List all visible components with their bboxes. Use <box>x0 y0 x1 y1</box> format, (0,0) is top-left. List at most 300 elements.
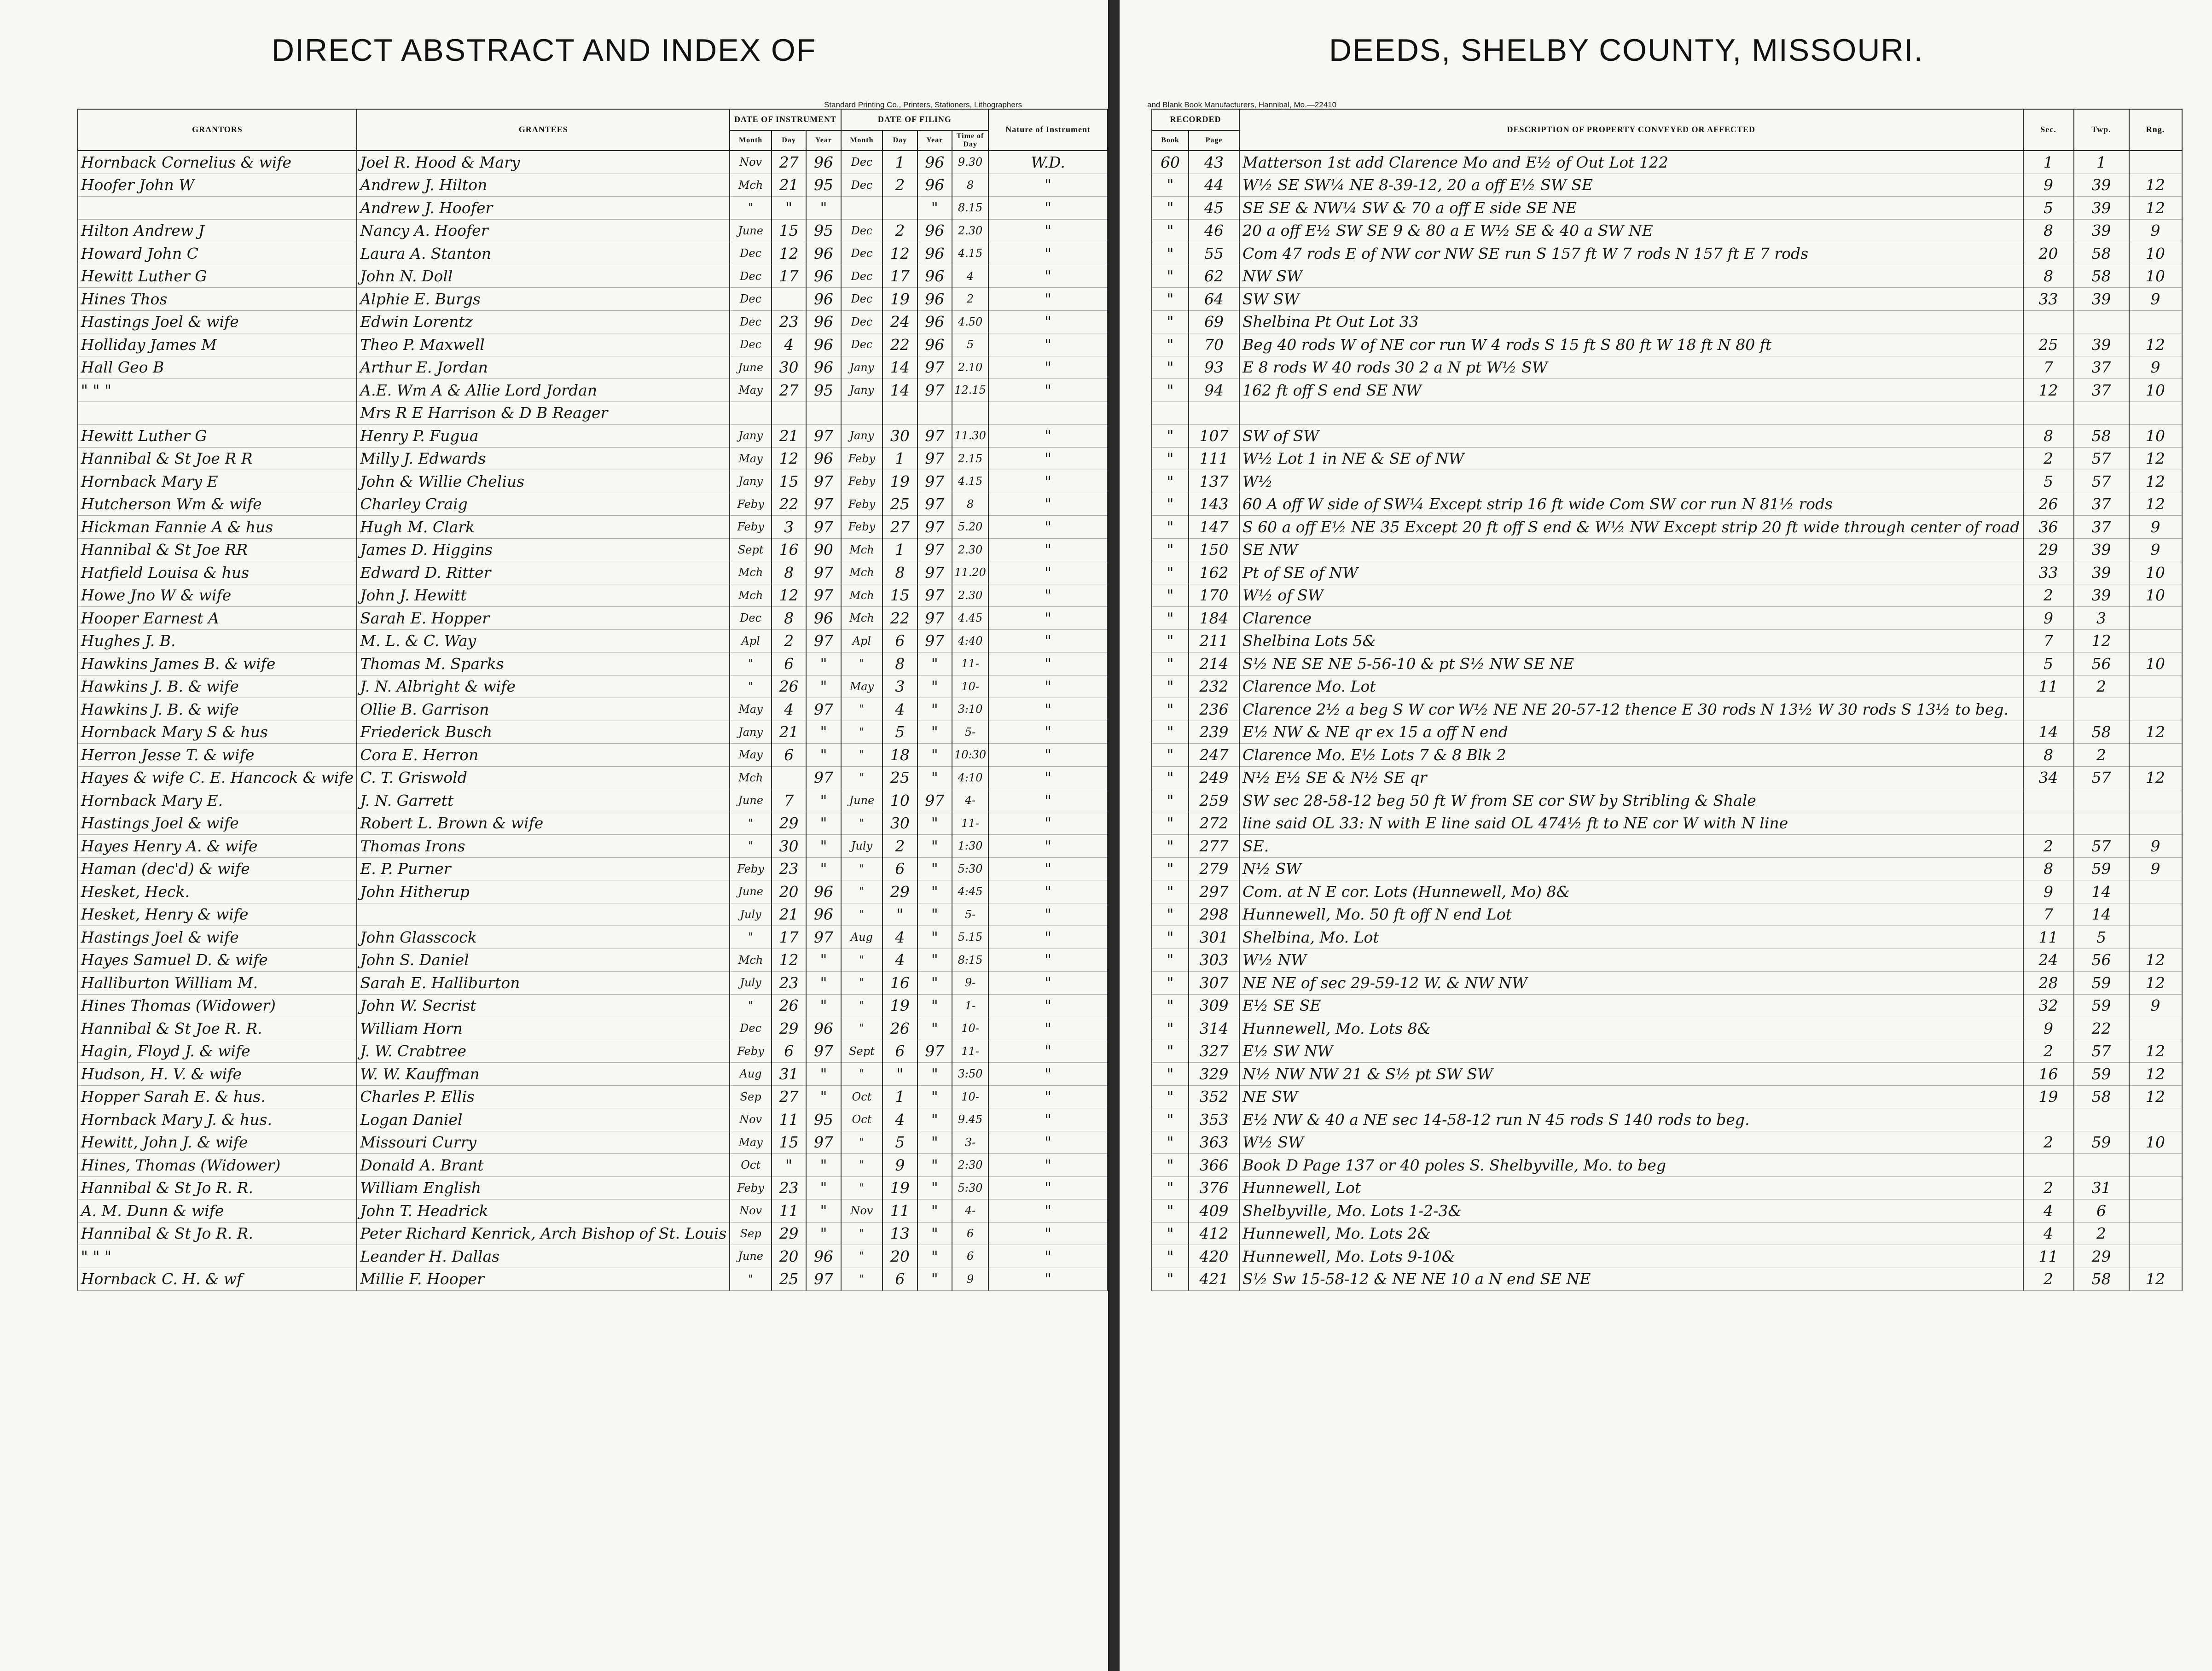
row-margin <box>0 1268 78 1291</box>
sec-cell: 2 <box>2023 1040 2074 1063</box>
inst-day-cell: 25 <box>772 1268 806 1291</box>
row-margin <box>1120 1108 1152 1131</box>
book-cell: " <box>1152 1154 1189 1177</box>
inst-day-cell: 11 <box>772 1199 806 1223</box>
sec-cell: 7 <box>2023 903 2074 926</box>
description-cell: NE SW <box>1239 1085 2023 1108</box>
row-margin <box>1120 356 1152 379</box>
right-margin-header <box>1120 109 1152 151</box>
inst-day-cell: 23 <box>772 857 806 880</box>
sec-cell: 14 <box>2023 721 2074 744</box>
inst-day-cell: 4 <box>772 698 806 721</box>
filing-day-cell: 15 <box>882 584 917 607</box>
book-cell: " <box>1152 949 1189 972</box>
table-row <box>1120 1245 2182 1268</box>
sec-cell: 5 <box>2023 652 2074 675</box>
table-row <box>1120 1017 2182 1040</box>
book-cell: " <box>1152 493 1189 516</box>
inst-year-cell: 96 <box>806 151 841 174</box>
inst-year-cell: " <box>806 789 841 812</box>
inst-month-cell: Aug <box>730 1063 772 1086</box>
rng-cell: 10 <box>2129 1131 2182 1154</box>
inst-month-cell: Feby <box>730 1176 772 1199</box>
filing-month-cell: " <box>841 994 883 1017</box>
grantor-cell: Hooper Earnest A <box>78 607 357 630</box>
filing-year-cell: " <box>917 1017 952 1040</box>
inst-year-cell: 96 <box>806 607 841 630</box>
table-row <box>1120 356 2182 379</box>
filing-year-cell: 96 <box>917 288 952 311</box>
twp-cell: 58 <box>2074 721 2129 744</box>
filing-time-cell: 8 <box>952 174 988 197</box>
table-row <box>0 1085 1108 1108</box>
description-cell: Book D Page 137 or 40 poles S. Shelbyville, Mo. to beg <box>1239 1154 2023 1177</box>
inst-day-cell <box>772 766 806 789</box>
row-margin <box>1120 493 1152 516</box>
nature-cell: " <box>988 1199 1108 1223</box>
row-margin <box>0 288 78 311</box>
description-cell: W½ SW <box>1239 1131 2023 1154</box>
inst-year-cell: " <box>806 1176 841 1199</box>
table-row <box>1120 675 2182 698</box>
table-row <box>0 789 1108 812</box>
inst-year-cell: " <box>806 721 841 744</box>
row-margin <box>0 675 78 698</box>
grantee-cell: Millie F. Hooper <box>357 1268 730 1291</box>
inst-day-cell: 16 <box>772 538 806 561</box>
inst-year-cell: 90 <box>806 538 841 561</box>
row-margin <box>0 1017 78 1040</box>
inst-month-cell: July <box>730 972 772 995</box>
table-row <box>1120 333 2182 356</box>
table-row <box>1120 402 2182 425</box>
description-cell: Clarence 2½ a beg S W cor W½ NE NE 20-57-12 thence E 30 rods N 13½ W 30 rods S 13½ to beg. <box>1239 698 2023 721</box>
table-row <box>0 721 1108 744</box>
grantee-cell: Theo P. Maxwell <box>357 333 730 356</box>
filing-day-cell: 9 <box>882 1154 917 1177</box>
table-row <box>1120 812 2182 835</box>
row-margin <box>0 721 78 744</box>
filing-month-cell: " <box>841 1017 883 1040</box>
inst-year-cell: " <box>806 1154 841 1177</box>
row-margin <box>1120 857 1152 880</box>
grantor-cell: " " " <box>78 1245 357 1268</box>
inst-year-cell: 97 <box>806 629 841 652</box>
grantee-cell: Thomas Irons <box>357 835 730 858</box>
inst-day-cell: 17 <box>772 265 806 288</box>
row-margin <box>1120 219 1152 242</box>
filing-time-cell: 4 <box>952 265 988 288</box>
sec-cell: 7 <box>2023 629 2074 652</box>
inst-month-cell: Mch <box>730 584 772 607</box>
inst-day-cell: 26 <box>772 675 806 698</box>
rng-cell <box>2129 310 2182 333</box>
sec-cell: 8 <box>2023 265 2074 288</box>
table-row <box>1120 470 2182 493</box>
table-row <box>0 1154 1108 1177</box>
sec-cell <box>2023 698 2074 721</box>
row-margin <box>1120 789 1152 812</box>
twp-cell: 2 <box>2074 675 2129 698</box>
page-cell: 44 <box>1189 174 1239 197</box>
rng-cell: 12 <box>2129 1268 2182 1291</box>
twp-cell: 58 <box>2074 265 2129 288</box>
inst-year-cell: 97 <box>806 516 841 539</box>
nature-cell: " <box>988 857 1108 880</box>
grantor-cell: Hayes & wife C. E. Hancock & wife <box>78 766 357 789</box>
table-row <box>0 310 1108 333</box>
inst-day-cell: 20 <box>772 880 806 903</box>
grantee-cell: J. W. Crabtree <box>357 1040 730 1063</box>
filing-time-cell: 4:45 <box>952 880 988 903</box>
filing-day-cell: 20 <box>882 1245 917 1268</box>
page-cell: 239 <box>1189 721 1239 744</box>
inst-year-cell: 97 <box>806 584 841 607</box>
table-row <box>0 493 1108 516</box>
page-cell: 421 <box>1189 1268 1239 1291</box>
table-row <box>1120 174 2182 197</box>
inst-year-cell: " <box>806 675 841 698</box>
grantors-header: GRANTORS <box>78 109 357 151</box>
description-cell: W½ NW <box>1239 949 2023 972</box>
filing-day-cell: 1 <box>882 538 917 561</box>
filing-month-cell: Feby <box>841 516 883 539</box>
inst-month-cell: " <box>730 652 772 675</box>
filing-day-cell: 1 <box>882 447 917 470</box>
row-margin <box>0 265 78 288</box>
filing-time-cell: 2.15 <box>952 447 988 470</box>
filing-year-cell: " <box>917 1176 952 1199</box>
grantee-cell: William Horn <box>357 1017 730 1040</box>
page-cell: 46 <box>1189 219 1239 242</box>
grantor-cell: Hornback C. H. & wf <box>78 1268 357 1291</box>
filing-day-cell: " <box>882 903 917 926</box>
twp-cell: 39 <box>2074 219 2129 242</box>
filing-month-cell: " <box>841 857 883 880</box>
rng-cell <box>2129 880 2182 903</box>
grantee-cell: Donald A. Brant <box>357 1154 730 1177</box>
nature-cell <box>988 402 1108 425</box>
nature-cell: " <box>988 1176 1108 1199</box>
grantee-cell: John J. Hewitt <box>357 584 730 607</box>
grantee-cell: Edward D. Ritter <box>357 561 730 584</box>
filing-time-cell: 3:50 <box>952 1063 988 1086</box>
date-of-instrument-header: DATE OF INSTRUMENT <box>730 109 841 130</box>
page-cell: 301 <box>1189 926 1239 949</box>
nature-cell: " <box>988 516 1108 539</box>
rng-cell <box>2129 1108 2182 1131</box>
twp-cell: 6 <box>2074 1199 2129 1223</box>
nature-cell: " <box>988 493 1108 516</box>
table-row <box>1120 835 2182 858</box>
nature-cell: " <box>988 972 1108 995</box>
grantor-cell: Hewitt, John J. & wife <box>78 1131 357 1154</box>
inst-year-cell: 97 <box>806 493 841 516</box>
page-cell: 376 <box>1189 1176 1239 1199</box>
inst-month-cell: July <box>730 903 772 926</box>
inst-day-cell: 6 <box>772 744 806 767</box>
sec-cell: 19 <box>2023 1085 2074 1108</box>
book-cell: " <box>1152 1245 1189 1268</box>
row-margin <box>1120 744 1152 767</box>
filing-year-cell: " <box>917 1154 952 1177</box>
grantee-cell <box>357 903 730 926</box>
page-cell: 329 <box>1189 1063 1239 1086</box>
description-cell: E½ SW NW <box>1239 1040 2023 1063</box>
filing-year-cell: " <box>917 994 952 1017</box>
sec-cell: 11 <box>2023 675 2074 698</box>
sec-cell: 9 <box>2023 607 2074 630</box>
filing-day-cell: 27 <box>882 516 917 539</box>
grantor-cell: Hewitt Luther G <box>78 425 357 448</box>
rng-cell <box>2129 1154 2182 1177</box>
row-margin <box>0 242 78 265</box>
book-cell: " <box>1152 1176 1189 1199</box>
sec-cell <box>2023 1154 2074 1177</box>
grantee-cell: Friederick Busch <box>357 721 730 744</box>
twp-cell <box>2074 402 2129 425</box>
rng-cell: 12 <box>2129 333 2182 356</box>
book-cell: " <box>1152 288 1189 311</box>
book-cell: " <box>1152 972 1189 995</box>
grantee-cell: Charles P. Ellis <box>357 1085 730 1108</box>
grantor-cell: Hayes Samuel D. & wife <box>78 949 357 972</box>
rng-cell: 12 <box>2129 470 2182 493</box>
table-row <box>1120 607 2182 630</box>
nature-cell: " <box>988 903 1108 926</box>
grantee-cell: Mrs R E Harrison & D B Reager <box>357 402 730 425</box>
sec-cell <box>2023 812 2074 835</box>
filing-time-cell: 4:40 <box>952 629 988 652</box>
filing-day-cell: 13 <box>882 1222 917 1245</box>
filing-year-cell: " <box>917 1085 952 1108</box>
inst-month-cell: Sep <box>730 1085 772 1108</box>
inst-year-cell: " <box>806 949 841 972</box>
sec-cell: 2 <box>2023 1176 2074 1199</box>
description-cell: Hunnewell, Mo. Lots 2& <box>1239 1222 2023 1245</box>
grantor-cell: " " " <box>78 379 357 402</box>
inst-year-cell: 97 <box>806 1040 841 1063</box>
book-cell: " <box>1152 470 1189 493</box>
twp-cell: 59 <box>2074 972 2129 995</box>
table-row <box>0 1222 1108 1245</box>
filing-time-cell: 5 <box>952 333 988 356</box>
page-cell: 366 <box>1189 1154 1239 1177</box>
filing-time-cell: 5.15 <box>952 926 988 949</box>
table-row <box>1120 926 2182 949</box>
grantor-cell: Hines, Thomas (Widower) <box>78 1154 357 1177</box>
book-cell: " <box>1152 721 1189 744</box>
description-cell: Hunnewell, Mo. Lots 9-10& <box>1239 1245 2023 1268</box>
row-margin <box>0 744 78 767</box>
inst-day-cell: 8 <box>772 561 806 584</box>
inst-year-cell: " <box>806 1199 841 1223</box>
filing-year-cell: 97 <box>917 1040 952 1063</box>
nature-cell: " <box>988 425 1108 448</box>
rng-cell: 12 <box>2129 721 2182 744</box>
rng-cell <box>2129 607 2182 630</box>
book-cell: " <box>1152 835 1189 858</box>
inst-day-cell: 26 <box>772 994 806 1017</box>
filing-time-cell: 2.30 <box>952 538 988 561</box>
row-margin <box>1120 1245 1152 1268</box>
table-row <box>1120 447 2182 470</box>
row-margin <box>1120 447 1152 470</box>
inst-month-cell: Dec <box>730 333 772 356</box>
right-entries <box>1120 151 2182 1291</box>
row-margin <box>1120 516 1152 539</box>
book-cell: " <box>1152 789 1189 812</box>
sec-cell: 8 <box>2023 744 2074 767</box>
filing-time-cell: 3:10 <box>952 698 988 721</box>
inst-month-cell: June <box>730 219 772 242</box>
filing-time-cell: 11- <box>952 1040 988 1063</box>
book-cell: " <box>1152 447 1189 470</box>
filing-time-cell: 9 <box>952 1268 988 1291</box>
twp-cell: 39 <box>2074 561 2129 584</box>
filing-month-cell: " <box>841 1176 883 1199</box>
filing-day-cell: 30 <box>882 812 917 835</box>
book-gutter <box>1109 0 1120 1671</box>
book-cell: " <box>1152 629 1189 652</box>
filing-day-cell: 30 <box>882 425 917 448</box>
filing-time-cell: 10- <box>952 675 988 698</box>
inst-day-cell: " <box>772 1154 806 1177</box>
filing-month-cell: Dec <box>841 174 883 197</box>
filing-month-cell: Mch <box>841 584 883 607</box>
inst-month-cell: May <box>730 1131 772 1154</box>
inst-month-cell: June <box>730 356 772 379</box>
row-margin <box>0 880 78 903</box>
grantor-cell: Hayes Henry A. & wife <box>78 835 357 858</box>
inst-year-cell: 95 <box>806 219 841 242</box>
inst-month-cell: Nov <box>730 1199 772 1223</box>
rng-cell: 12 <box>2129 447 2182 470</box>
filing-month-cell: Feby <box>841 447 883 470</box>
table-row <box>0 425 1108 448</box>
filing-day-cell: 1 <box>882 151 917 174</box>
inst-year-cell: 96 <box>806 288 841 311</box>
nature-cell: " <box>988 766 1108 789</box>
inst-year-cell: 97 <box>806 561 841 584</box>
row-margin <box>0 1085 78 1108</box>
filing-year-cell: 97 <box>917 561 952 584</box>
row-margin <box>0 903 78 926</box>
book-cell: " <box>1152 926 1189 949</box>
filing-time-cell: 1:30 <box>952 835 988 858</box>
sec-cell: 2 <box>2023 447 2074 470</box>
description-cell: W½ <box>1239 470 2023 493</box>
table-row <box>1120 425 2182 448</box>
description-cell: S½ NE SE NE 5-56-10 & pt S½ NW SE NE <box>1239 652 2023 675</box>
inst-year-cell: 97 <box>806 766 841 789</box>
table-row <box>0 584 1108 607</box>
twp-cell: 14 <box>2074 903 2129 926</box>
page-cell: 111 <box>1189 447 1239 470</box>
grantee-cell: John W. Secrist <box>357 994 730 1017</box>
inst-day-cell: 4 <box>772 333 806 356</box>
rng-cell: 10 <box>2129 425 2182 448</box>
grantor-cell: Hornback Cornelius & wife <box>78 151 357 174</box>
table-row <box>0 766 1108 789</box>
inst-month-cell: " <box>730 675 772 698</box>
grantor-cell: Hastings Joel & wife <box>78 812 357 835</box>
filing-month-cell: " <box>841 766 883 789</box>
inst-month-cell: " <box>730 1268 772 1291</box>
rng-cell <box>2129 903 2182 926</box>
filing-day-cell: 8 <box>882 561 917 584</box>
grantee-cell: Sarah E. Halliburton <box>357 972 730 995</box>
page-cell: 247 <box>1189 744 1239 767</box>
inst-month-cell: June <box>730 880 772 903</box>
table-row <box>0 470 1108 493</box>
page-cell: 70 <box>1189 333 1239 356</box>
inst-day-cell: 21 <box>772 174 806 197</box>
inst-year-cell: 96 <box>806 242 841 265</box>
book-cell: " <box>1152 1268 1189 1291</box>
inst-year-cell: " <box>806 1085 841 1108</box>
description-cell: W½ SE SW¼ NE 8-39-12, 20 a off E½ SW SE <box>1239 174 2023 197</box>
property-description-table <box>1120 109 2183 1291</box>
rng-cell: 10 <box>2129 265 2182 288</box>
filing-month-cell <box>841 197 883 220</box>
inst-month-cell: Dec <box>730 310 772 333</box>
rng-cell <box>2129 1176 2182 1199</box>
filing-day-cell: 25 <box>882 493 917 516</box>
page-cell: 279 <box>1189 857 1239 880</box>
table-row <box>1120 288 2182 311</box>
row-margin <box>0 310 78 333</box>
rng-cell <box>2129 402 2182 425</box>
inst-year-cell: 95 <box>806 174 841 197</box>
page-cell: 277 <box>1189 835 1239 858</box>
table-row <box>0 994 1108 1017</box>
rng-cell: 10 <box>2129 561 2182 584</box>
page-cell: 420 <box>1189 1245 1239 1268</box>
page-cell: 259 <box>1189 789 1239 812</box>
row-margin <box>0 219 78 242</box>
table-row <box>1120 789 2182 812</box>
twp-cell: 29 <box>2074 1245 2129 1268</box>
inst-year-cell: " <box>806 994 841 1017</box>
filing-year-cell: " <box>917 903 952 926</box>
grantee-cell: Sarah E. Hopper <box>357 607 730 630</box>
rng-cell <box>2129 789 2182 812</box>
nature-cell: " <box>988 265 1108 288</box>
filing-time-cell: 2 <box>952 288 988 311</box>
sec-cell <box>2023 310 2074 333</box>
filing-time-cell: 4.45 <box>952 607 988 630</box>
book-cell: " <box>1152 1017 1189 1040</box>
description-cell: SE. <box>1239 835 2023 858</box>
table-row <box>0 561 1108 584</box>
page-cell: 62 <box>1189 265 1239 288</box>
twp-cell: 5 <box>2074 926 2129 949</box>
sec-cell: 2 <box>2023 1131 2074 1154</box>
filing-day-header: Day <box>882 130 917 151</box>
sec-cell: 5 <box>2023 470 2074 493</box>
page-cell: 45 <box>1189 197 1239 220</box>
twp-header: Twp. <box>2074 109 2129 151</box>
book-cell: " <box>1152 242 1189 265</box>
book-cell: " <box>1152 766 1189 789</box>
grantee-cell: J. N. Garrett <box>357 789 730 812</box>
inst-month-cell: June <box>730 789 772 812</box>
nature-cell: " <box>988 744 1108 767</box>
filing-day-cell: 2 <box>882 174 917 197</box>
row-margin <box>1120 994 1152 1017</box>
inst-day-cell: 6 <box>772 1040 806 1063</box>
